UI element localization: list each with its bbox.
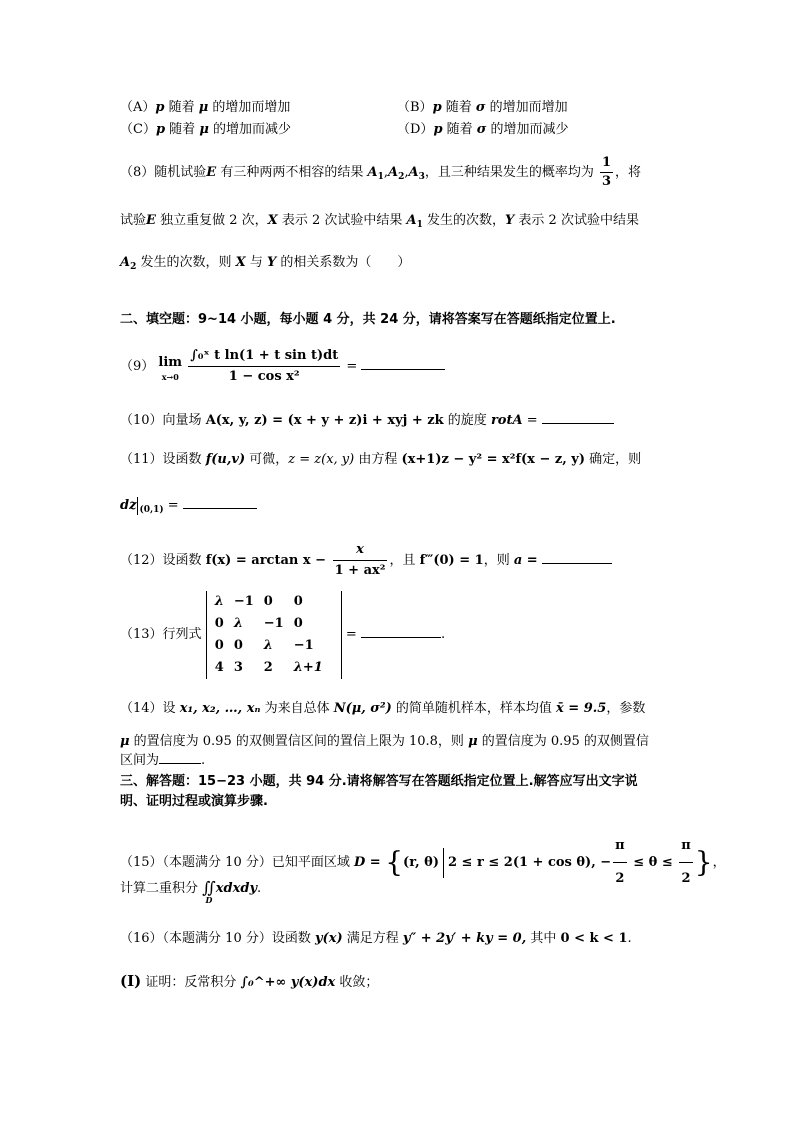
choice-b: （B）p 随着 σ 的增加而增加 xyxy=(397,100,568,115)
question-8-line1: （8）随机试验E 有三种两两不相容的结果 $A_1,A_2,A_3$，且三种结果发生的概率均为 $\frac{1}{3}$ ，将 xyxy=(120,155,642,189)
choice-d: （D）p 随着 σ 的增加而减少 xyxy=(397,122,569,137)
question-11-line1: （11）设函数 f(u,v) 可微，z = z(x, y) 由方程 (x+1)z − y² = x²f(x − z, y) 确定，则 xyxy=(120,452,642,467)
question-16-part-i: (I) 证明：反常积分 ∫₀^+∞ y(x)dx 收敛； xyxy=(120,972,379,990)
answer-blank-14[interactable] xyxy=(159,751,201,764)
answer-blank-9[interactable] xyxy=(361,357,445,370)
section-2-heading: 二、填空题：9~14 小题，每小题 4 分，共 24 分，请将答案写在答题纸指定位置上. xyxy=(120,312,616,327)
question-14-line1: （14）设 x₁, x₂, …, xₙ 为来自总体 N(μ, σ²) 的简单随机样本，样本均值 x̄ = 9.5，参数 xyxy=(120,701,646,716)
question-11-line2: dz $_{(0,1)}$ = xyxy=(120,496,257,519)
answer-blank-11[interactable] xyxy=(183,496,257,509)
limit-fraction: $\frac{\text{∫₀ˣ t ln(1 + t sin t)dt}}{\text{1 − cos x²}}$ xyxy=(190,348,339,384)
question-10: （10）向量场 A(x, y, z) = (x + y + z)i + xyj + zk 的旋度 rotA = xyxy=(120,411,614,430)
fraction-12: $\frac{x}{\text{1 + ax²}}$ xyxy=(334,542,386,578)
limit-operator: lim x→0 xyxy=(158,354,183,382)
fraction-pi-over-2-left: $\frac{\pi}{2}$ xyxy=(613,830,627,895)
question-8-line3: $A_2$ 发生的次数，则 X 与 Y 的相关系数为（ ） xyxy=(120,255,411,272)
question-9: （9） lim x→0 $\frac{\text{∫₀ˣ t ln(1 + t sin t)dt}}{\text{1 − cos x²}}$ = xyxy=(120,346,445,387)
question-8-line2: 试验E 独立重复做 2 次，X 表示 2 次试验中结果 $A_1$ 发生的次数，Y 表示 2 次试验中结果 xyxy=(120,213,639,230)
question-14-line3: 区间为 . xyxy=(120,753,206,768)
fraction-one-third: $\frac{1}{3}$ xyxy=(601,155,612,189)
question-13: （13）行列式 λ −1 0 0 0 λ −1 0 0 0 λ −1 4 3 2 λ+1 = . xyxy=(120,590,445,680)
question-12: （12）设函数 f(x) = arctan x − $\frac{x}{\text{1 + ax²}}$ ，且 f‴(0) = 1，则 a = xyxy=(120,540,612,581)
section-3-heading-line1: 三、解答题：15−23 小题，共 94 分.请将解答写在答题纸指定位置上.解答应写出文字说 xyxy=(120,774,638,789)
determinant: λ −1 0 0 0 λ −1 0 0 0 λ −1 4 3 2 λ+1 xyxy=(206,591,342,679)
question-16: （16）（本题满分 10 分）设函数 y(x) 满足方程 y″ + 2y′ + ky = 0, 其中 0 < k < 1. xyxy=(120,931,632,946)
answer-blank-10[interactable] xyxy=(542,411,614,424)
double-integral: ∬ D xyxy=(202,878,216,905)
fraction-pi-over-2-right: $\frac{\pi}{2}$ xyxy=(679,830,693,895)
choice-c: （C）p 随着 μ 的增加而减少 xyxy=(120,122,291,137)
answer-blank-13[interactable] xyxy=(361,625,441,638)
section-3-heading-line2: 明、证明过程或演算步骤. xyxy=(120,794,268,809)
choice-a: （A）p 随着 μ 的增加而增加 xyxy=(120,100,291,115)
answer-blank-12[interactable] xyxy=(542,551,612,564)
question-14-line2: μ 的置信度为 0.95 的双侧置信区间的置信上限为 10.8，则 μ 的置信度为 0.95 的双侧置信 xyxy=(120,734,649,749)
question-15-line1: （15）（本题满分 10 分）已知平面区域 D = {(r, θ) 2 ≤ r ≤ 2(1 + cos θ), − $\frac{\pi}{2}$ ≤ θ ≤ $\frac{\pi}{2}$ }， xyxy=(120,830,726,895)
question-15-line2: 计算二重积分 ∬ D xdxdy. xyxy=(120,878,262,905)
